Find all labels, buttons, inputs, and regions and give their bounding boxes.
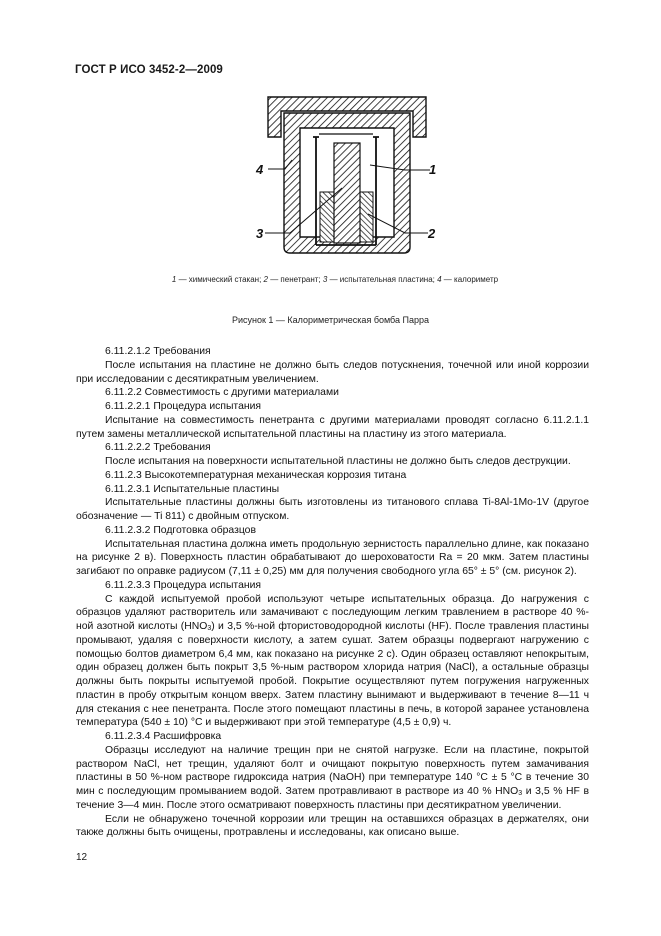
section-heading: 6.11.2.2.1 Процедура испытания bbox=[105, 401, 262, 412]
legend-num-1: 1 bbox=[171, 275, 177, 284]
document-code-header: ГОСТ Р ИСО 3452-2—2009 bbox=[75, 64, 223, 76]
legend-num-2: 2 bbox=[263, 275, 268, 284]
paragraph: После испытания на пластине не должно быть следов потускнения, точечной или иной коррозии при исследовании с десятикратным увеличением. bbox=[76, 359, 589, 385]
paragraph: Испытательные пластины должны быть изготовлены из титанового сплава Ti-8Al-1Mo-1V (другое обозначение — Ti 811) с двойным отпуском. bbox=[76, 497, 589, 522]
subscript: 3 bbox=[207, 625, 212, 632]
paragraph-part: Образцы исследуют на наличие трещин при не снятой нагрузке. Если на пластине, покрытой раствором NaCl, нет трещин, удаляют болт и очищают покрытую поверхность путем замачивания пластины в 50 %-ном растворе гидроксида натрия (NaOH) при температуре 140 °С ± 5 °С в течение 30 мин с последующим промыванием водой. Затем протравливают в растворе из 40 % HNO bbox=[76, 744, 589, 797]
figure-label-2: 2 bbox=[428, 226, 436, 241]
figure-label-4: 4 bbox=[256, 162, 264, 177]
body-text bbox=[76, 345, 589, 840]
legend-text-3: — испытательная пластина; bbox=[327, 275, 438, 284]
legend-text-1: — химический стакан; bbox=[176, 275, 264, 284]
section-heading: 6.11.2.2 Совместимость с другими материалами bbox=[105, 387, 339, 399]
legend-text-4: — калориметр bbox=[441, 275, 499, 284]
paragraph bbox=[76, 744, 589, 813]
page-number: 12 bbox=[76, 852, 88, 863]
section-heading: 6.11.2.3.4 Расшифровка bbox=[105, 731, 222, 742]
paragraph-part: ) и 3,5 %-ной фтористоводородной кислоты (HF). После травления пластины промывают, удаляя с поверхности кислоту, а затем сушат. Затем образцы подвергают нагружению с помощью болтов диаметром 6,4 мм, как показано на рисунке 2 с). Один образец оставляют непокрытым, один образец должен быть покрыт 3,5 %-ным раствором хлорида натрия (NaCl), а остальные образцы должны быть покрыты испытуемой пробой. Покрытие осуществляют путем погружения нагруженных пластин в пробу открытым концом вверх. Затем пластину вынимают и выдерживают в течение 8—11 ч для стекания с нее пенетранта. После этого помещают пластины в печь, в которой заранее установлена температура (540 ± 10) °С и выдерживают при этой температуре (4,5 ± 0,9) ч. bbox=[76, 621, 589, 729]
section-heading: 6.11.2.3.2 Подготовка образцов bbox=[105, 524, 256, 536]
paragraph: Испытательная пластина должна иметь продольную зернистость параллельно длине, как показано на рисунке 2 в). Поверхность пластин обрабатывают до шероховатости Ra = 20 мкм. Затем пластины загибают по оправке радиусом (7,11 ± 0,25) мм для получения свободного угла 65° ± 5° (см. рисунок 2). bbox=[76, 538, 589, 577]
test-plate bbox=[334, 143, 360, 243]
section-heading: 6.11.2.2.2 Требования bbox=[105, 442, 211, 454]
figure-label-3: 3 bbox=[256, 226, 264, 241]
paragraph-part: С каждой испытуемой пробой используют четыре испытательных образца. До нагружения с образцов удаляют растворитель или замачивают с последующим легким травлением в растворе 40 %-ной азотной кислоты (HNO bbox=[76, 593, 589, 632]
legend-text-2: — пенетрант; bbox=[267, 275, 323, 284]
subscript: 3 bbox=[518, 790, 523, 797]
figure-label-1: 1 bbox=[429, 162, 437, 177]
section-heading: 6.11.2.3.3 Процедура испытания bbox=[105, 579, 262, 591]
paragraph: После испытания на поверхности испытательной пластины не должно быть следов деструкции. bbox=[105, 456, 571, 467]
figure-legend bbox=[170, 274, 500, 286]
paragraph: Испытание на совместимость пенетранта с другими материалами проводят согласно 6.11.2.1.1 путем замены металлической испытательной пластины на пластину из этого материала. bbox=[76, 414, 589, 440]
section-heading: 6.11.2.1.2 Требования bbox=[105, 346, 211, 357]
figure-caption: Рисунок 1 — Калориметрическая бомба Парра bbox=[231, 315, 430, 325]
legend-num-4: 4 bbox=[437, 275, 442, 284]
section-heading: 6.11.2.3 Высокотемпературная механическая коррозия титана bbox=[105, 469, 407, 481]
legend-num-3: 3 bbox=[322, 275, 328, 284]
paragraph bbox=[76, 593, 589, 731]
paragraph-part: и 3,5 % HF в течение 3—4 мин. После этого осматривают поверхность пластины при десятикратном увеличении. bbox=[76, 786, 589, 811]
parr-bomb-figure bbox=[0, 88, 661, 263]
paragraph: Если не обнаружено точечной коррозии или трещин на оставшихся образцах в держателях, они также должны быть очищены, протравлены и исследованы, как описано выше. bbox=[76, 813, 589, 839]
section-heading: 6.11.2.3.1 Испытательные пластины bbox=[105, 483, 280, 495]
